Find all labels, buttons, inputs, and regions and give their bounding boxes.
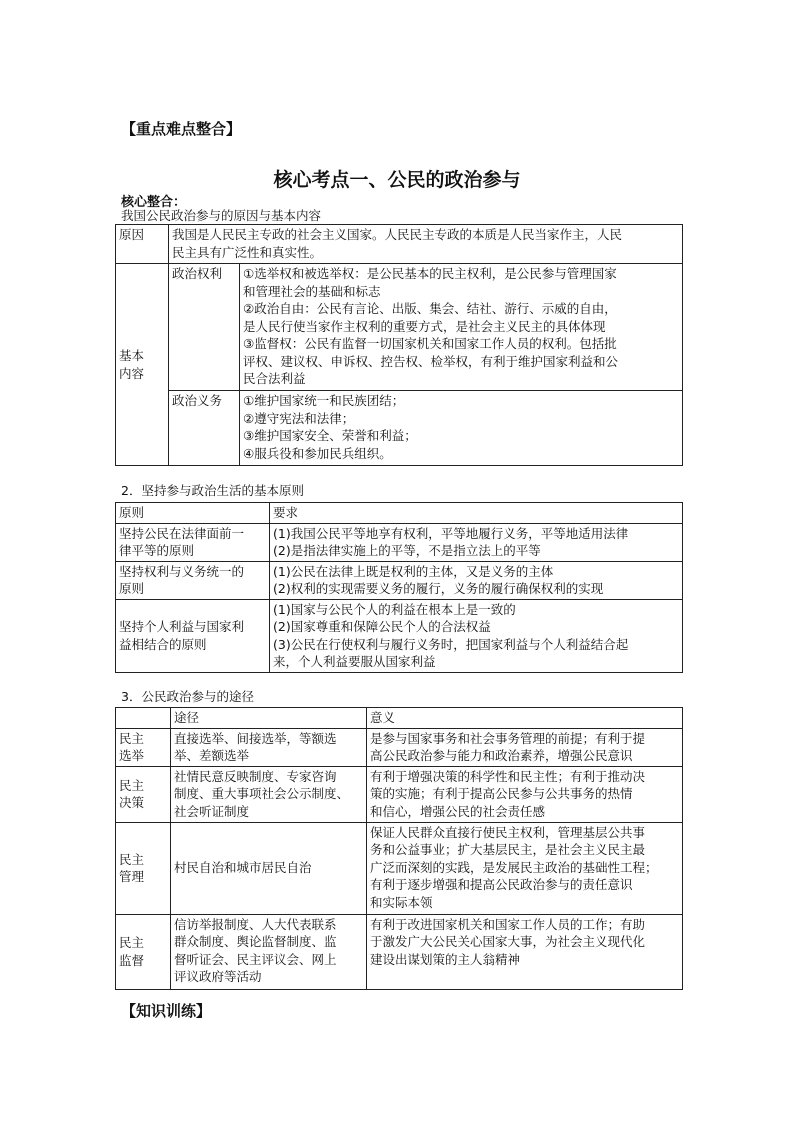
header-meaning: 意义 — [367, 708, 683, 729]
table-row — [116, 708, 683, 729]
table-row — [116, 766, 683, 822]
requirement-cell: (1)国家与公民个人的利益在根本上是一致的 (2)国家尊重和保障公民个人的合法权益 (3)公民在行使权利与履行义务时，把国家利益与个人利益结合起 来，个人利益要服从国家利益 — [270, 599, 683, 672]
participation-ways-table — [115, 707, 683, 990]
principle-cell: 坚持权利与义务统一的 原则 — [116, 561, 270, 599]
table-row — [116, 599, 683, 672]
table-row — [116, 225, 683, 264]
category-cell: 民主 管理 — [116, 822, 171, 914]
political-rights-label: 政治权利 — [169, 264, 240, 391]
table3-caption: 3．公民政治参与的途径 — [121, 689, 254, 704]
table-row — [116, 822, 683, 914]
section-heading-training: 【知识训练】 — [121, 1002, 212, 1020]
category-cell: 民主 决策 — [116, 766, 171, 822]
way-cell: 村民自治和城市居民自治 — [171, 822, 367, 914]
principle-cell: 坚持个人利益与国家利 益相结合的原则 — [116, 599, 270, 672]
political-rights-text: ①选举权和被选举权：是公民基本的民主权利，是公民参与管理国家 和管理社会的基础和标志 ②政治自由：公民有言论、出版、集会、结社、游行、示威的自由， 是人民行使当家作主权利的重要方式，是社会主义民主的具体体现 ③监督权：公民有监督一切国家机关和国家工作人员的权利。包括批 评权、建议权、申诉权、控告权、检举权，有利于维护国家利益和公 民合法利益 — [240, 264, 683, 391]
table-row — [116, 914, 683, 989]
meaning-cell: 有利于增强决策的科学性和民主性；有利于推动决 策的实施；有利于提高公民参与公共事务的热情 和信心，增强公民的社会责任感 — [367, 766, 683, 822]
table-row — [116, 503, 683, 524]
table1-caption: 我国公民政治参与的原因与基本内容 — [121, 208, 322, 223]
requirement-cell: (1)我国公民平等地享有权利，平等地履行义务，平等地适用法律 (2)是指法律实施上的平等，不是指立法上的平等 — [270, 523, 683, 561]
table-row — [116, 728, 683, 766]
political-duties-text: ①维护国家统一和民族团结； ②遵守宪法和法律； ③维护国家安全、荣誉和利益； ④服兵役和参加民兵组织。 — [240, 391, 683, 466]
way-cell: 直接选举、间接选举，等额选 举、差额选举 — [171, 728, 367, 766]
table-row — [116, 561, 683, 599]
category-cell: 民主 监督 — [116, 914, 171, 989]
table2-caption: 2．坚持参与政治生活的基本原则 — [121, 483, 304, 498]
way-cell: 社情民意反映制度、专家咨询 制度、重大事项社会公示制度、 社会听证制度 — [171, 766, 367, 822]
header-requirement: 要求 — [270, 503, 683, 524]
header-blank — [116, 708, 171, 729]
table-row — [116, 264, 683, 391]
meaning-cell: 有利于改进国家机关和国家工作人员的工作；有助 于激发广大公民关心国家大事，为社会主义现代化 建设出谋划策的主人翁精神 — [367, 914, 683, 989]
page-title: 核心考点一、公民的政治参与 — [273, 169, 521, 191]
reason-content-table — [115, 224, 683, 466]
requirement-cell: (1)公民在法律上既是权利的主体，又是义务的主体 (2)权利的实现需要义务的履行，义务的履行确保权利的实现 — [270, 561, 683, 599]
reason-text: 我国是人民民主专政的社会主义国家。人民民主专政的本质是人民当家作主，人民 民主具有广泛性和真实性。 — [169, 225, 683, 264]
way-cell: 信访举报制度、人大代表联系 群众制度、舆论监督制度、监 督听证会、民主评议会、网上 评议政府等活动 — [171, 914, 367, 989]
section-heading-key-points: 【重点难点整合】 — [121, 120, 242, 138]
core-label: 核心整合： — [121, 195, 187, 210]
category-cell: 民主 选举 — [116, 728, 171, 766]
header-way: 途径 — [171, 708, 367, 729]
meaning-cell: 保证人民群众直接行使民主权利，管理基层公共事 务和公益事业；扩大基层民主，是社会主义民主最 广泛而深刻的实践，是发展民主政治的基础性工程； 有利于逐步增强和提高公民政治参与的责任意识 和实际本领 — [367, 822, 683, 914]
basic-content-label: 基本 内容 — [116, 264, 169, 466]
principle-cell: 坚持公民在法律面前一 律平等的原则 — [116, 523, 270, 561]
table-row — [116, 391, 683, 466]
reason-label: 原因 — [116, 225, 169, 264]
political-duties-label: 政治义务 — [169, 391, 240, 466]
principles-table — [115, 502, 683, 673]
header-principle: 原则 — [116, 503, 270, 524]
meaning-cell: 是参与国家事务和社会事务管理的前提；有利于提 高公民政治参与能力和政治素养，增强公民意识 — [367, 728, 683, 766]
table-row — [116, 523, 683, 561]
